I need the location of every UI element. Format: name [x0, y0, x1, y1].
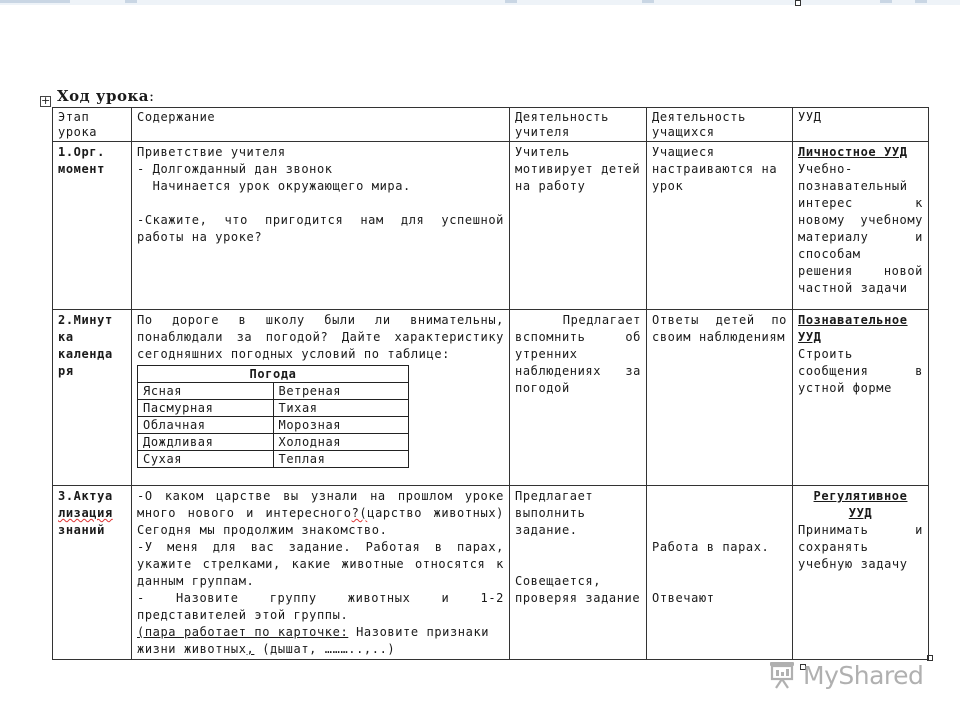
content-line: Начинается урок окружающего мира.	[137, 179, 411, 193]
toolbar-fragment	[642, 0, 654, 3]
header-content	[132, 108, 510, 142]
header-text: урока	[58, 125, 98, 139]
content-paragraph	[137, 488, 504, 539]
content-text: (дышат, ………..,..)	[254, 642, 396, 656]
weather-cell: Ветреная	[273, 383, 409, 400]
header-text: учащихся	[652, 125, 715, 139]
weather-cell: Тихая	[273, 400, 409, 417]
window-top-strip	[0, 0, 960, 5]
document-heading	[57, 87, 155, 105]
spacer	[652, 556, 787, 590]
projector-screen-icon	[767, 660, 797, 690]
weather-cell: Холодная	[273, 434, 409, 451]
teacher-text: Предлагает выполнить задание.	[515, 489, 594, 537]
header-text: Деятельность	[652, 110, 746, 124]
stage-text: 2.Минут	[58, 313, 113, 327]
toolbar-fragment	[0, 0, 70, 3]
spacer	[652, 488, 787, 539]
uud-title: Познавательное УУД	[798, 313, 908, 344]
weather-cell: Ясная	[138, 383, 274, 400]
table-header-row	[53, 108, 929, 142]
uud-cell	[793, 142, 929, 310]
header-stage	[53, 108, 132, 142]
stage-text: ря	[58, 364, 74, 378]
teacher-cell	[510, 142, 647, 310]
students-cell	[647, 142, 793, 310]
stage-cell	[53, 310, 132, 486]
content-text: Назовите признаки жизни животных	[137, 625, 490, 656]
table-row	[53, 142, 929, 310]
uud-text: Строить сообщения в устной форме	[798, 347, 923, 395]
uud-title: Личностное УУД	[798, 145, 908, 159]
content-paragraph: - Назовите группу животных и 1-2 представителей этой группы.	[137, 591, 504, 622]
uud-text: Принимать и сохранять учебную задачу	[798, 523, 923, 571]
spacer	[515, 539, 641, 573]
teacher-text: Совещается, проверяя задание	[515, 574, 641, 605]
content-text: ?(	[351, 506, 368, 520]
students-text: Ответы детей по своим наблюдениям	[652, 313, 787, 344]
weather-cell: Теплая	[273, 451, 409, 468]
content-line: -Скажите, что пригодится нам для успешной работы на уроке?	[137, 213, 504, 244]
content-text: ,	[246, 642, 255, 656]
header-teacher	[510, 108, 647, 142]
weather-cell: Пасмурная	[138, 400, 274, 417]
content-cell	[132, 142, 510, 310]
students-cell	[647, 486, 793, 660]
header-text: Этап	[58, 110, 90, 124]
header-text: Содержание	[137, 110, 216, 124]
stage-text: лизация	[58, 506, 113, 520]
header-uud	[793, 108, 929, 142]
heading-colon: :	[149, 87, 155, 105]
content-cell	[132, 486, 510, 660]
toolbar-fragment	[880, 0, 892, 3]
teacher-text: Предлагает вспомнить об утренних наблюдениях за погодой	[515, 313, 649, 395]
content-text: -О каком царстве вы узнали на прошлом уроке много нового и интересного	[137, 489, 504, 520]
students-cell	[647, 310, 793, 486]
content-line: Приветствие учителя	[137, 145, 286, 159]
content-paragraph	[137, 624, 504, 658]
weather-cell: Сухая	[138, 451, 274, 468]
content-text: (пара работает по карточке:	[137, 625, 349, 639]
heading-text: Ход урока	[57, 87, 150, 105]
students-text: Работа в парах.	[652, 540, 770, 554]
stage-text: 1.Орг.	[58, 145, 105, 159]
weather-cell: Дождливая	[138, 434, 274, 451]
teacher-cell	[510, 486, 647, 660]
stage-text: знаний	[58, 523, 105, 537]
stage-text: ка	[58, 330, 74, 344]
weather-cell: Морозная	[273, 417, 409, 434]
content-text: царство животных) Сегодня мы продолжим знакомство.	[137, 506, 504, 537]
uud-cell	[793, 486, 929, 660]
content-cell	[132, 310, 510, 486]
content-line: - Долгожданный дан звонок	[137, 162, 333, 176]
weather-row	[138, 434, 409, 451]
header-text: УУД	[798, 110, 822, 124]
lesson-table	[52, 107, 929, 660]
toolbar-fragment	[505, 0, 517, 3]
uud-title: Регулятивное УУД	[813, 489, 908, 520]
stage-text: момент	[58, 162, 105, 176]
header-text: Деятельность	[515, 110, 609, 124]
content-paragraph: -У меня для вас задание. Работая в парах, укажите стрелками, какие животные относятся к данным группам.	[137, 540, 504, 588]
table-move-handle[interactable]: +	[41, 94, 51, 107]
content-text: По дороге в школу были ли внимательны, понаблюдали за погодой? Дайте характеристику сегодняшних погодных условий по таблице:	[137, 313, 504, 361]
teacher-cell	[510, 310, 647, 486]
content-line	[137, 195, 504, 212]
myshared-watermark	[767, 657, 923, 693]
table-row	[53, 310, 929, 486]
toolbar-fragment	[125, 0, 137, 3]
stage-cell	[53, 142, 132, 310]
table-row	[53, 486, 929, 660]
stage-text: 3.Актуа	[58, 489, 113, 503]
resize-handle[interactable]	[795, 0, 801, 6]
weather-row	[138, 400, 409, 417]
uud-cell	[793, 310, 929, 486]
weather-row	[138, 451, 409, 468]
students-text: Учащиеся настраиваются на урок	[652, 145, 778, 193]
stage-cell	[53, 486, 132, 660]
weather-table	[137, 365, 409, 468]
toolbar-fragment	[915, 0, 927, 3]
weather-header: Погода	[138, 366, 409, 383]
weather-row	[138, 417, 409, 434]
weather-row	[138, 383, 409, 400]
watermark-text: MyShared	[803, 660, 924, 690]
weather-cell: Облачная	[138, 417, 274, 434]
students-text: Отвечают	[652, 591, 715, 605]
header-text: учителя	[515, 125, 570, 139]
uud-text: Учебно-познавательный интерес к новому учебному материалу и способам решения новой частной задачи	[798, 162, 923, 295]
teacher-text: Учитель мотивирует детей на работу	[515, 145, 641, 193]
header-students	[647, 108, 793, 142]
stage-text: календа	[58, 347, 113, 361]
